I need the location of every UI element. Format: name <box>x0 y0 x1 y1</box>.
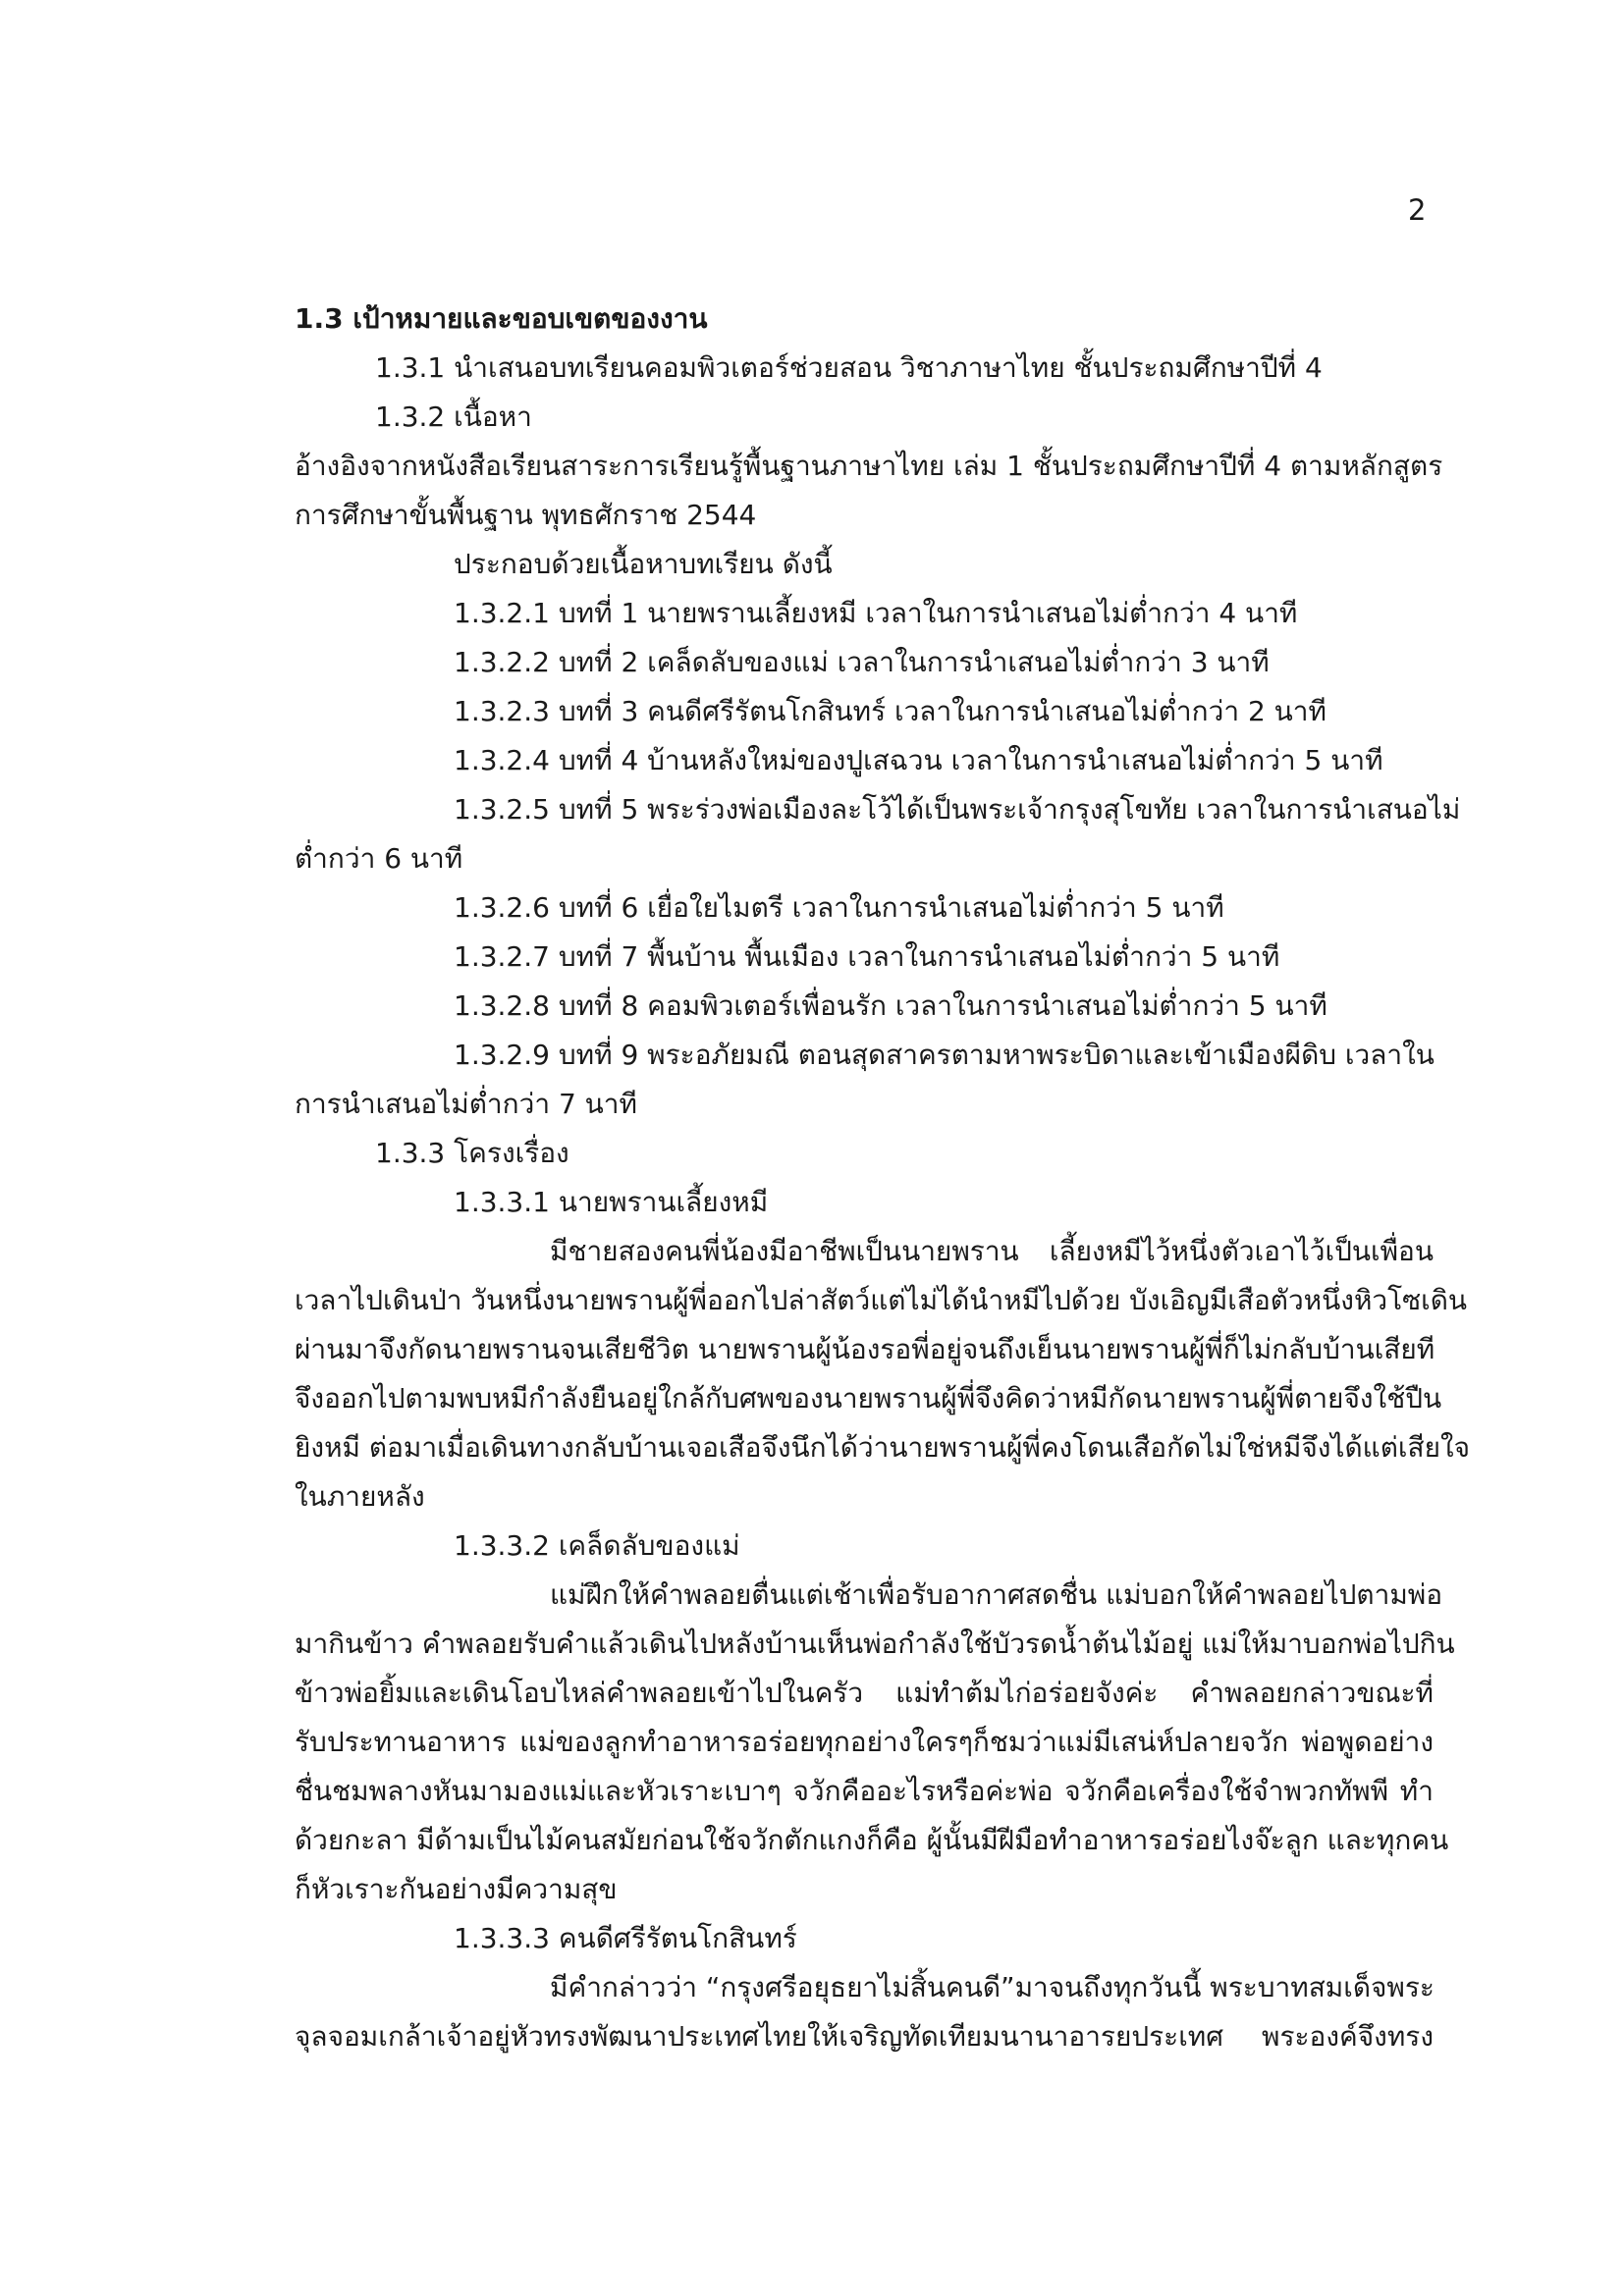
text-line: มากินข้าว คำพลอยรับคำแล้วเดินไปหลังบ้านเห็นพ่อกำลังใช้บัวรดน้ำต้นไม้อยู่ แม่ให้มาบอกพ่อไปกิน <box>295 1628 1455 1660</box>
text-line: 1.3.2.8 บทที่ 8 คอมพิวเตอร์เพื่อนรัก เวลาในการนำเสนอไม่ต่ำกว่า 5 นาที <box>454 989 1327 1022</box>
text-line: ต่ำกว่า 6 นาที <box>295 842 463 875</box>
text-line: 1.3.3.2 เคล็ดลับของแม่ <box>454 1529 740 1562</box>
text-line: รับประทานอาหาร แม่ของลูกทำอาหารอร่อยทุกอย่างใครๆก็ชมว่าแม่มีเสน่ห์ปลายจวัก พ่อพูดอย่าง <box>295 1726 1434 1758</box>
text-line: แม่ฝึกให้คำพลอยตื่นแต่เช้าเพื่อรับอากาศสดชื่น แม่บอกให้คำพลอยไปตามพ่อ <box>550 1578 1443 1611</box>
text-line: ก็หัวเราะกันอย่างมีความสุข <box>295 1873 618 1905</box>
text-line: ยิงหมี ต่อมาเมื่อเดินทางกลับบ้านเจอเสือจึงนึกได้ว่านายพรานผู้พี่คงโดนเสือกัดไม่ใช่หมีจึงได้แต่เสียใจ <box>295 1431 1471 1464</box>
text-line: เวลาไปเดินป่า วันหนึ่งนายพรานผู้พี่ออกไปล่าสัตว์แต่ไม่ได้นำหมีไปด้วย บังเอิญมีเสือตัวหนึ่งหิวโซเดิน <box>295 1284 1468 1316</box>
text-line: 1.3.2.3 บทที่ 3 คนดีศรีรัตนโกสินทร์ เวลาในการนำเสนอไม่ต่ำกว่า 2 นาที <box>454 695 1326 727</box>
text-line: 1.3.3.1 นายพรานเลี้ยงหมี <box>454 1186 769 1218</box>
text-line: มีชายสองคนพี่น้องมีอาชีพเป็นนายพราน เลี้ยงหมีไว้หนึ่งตัวเอาไว้เป็นเพื่อน <box>550 1235 1434 1267</box>
text-line: การศึกษาขั้นพื้นฐาน พุทธศักราช 2544 <box>295 499 757 531</box>
document-body <box>295 294 1471 2061</box>
text-line: 1.3.2.5 บทที่ 5 พระร่วงพ่อเมืองละโว้ได้เป็นพระเจ้ากรุงสุโขทัย เวลาในการนำเสนอไม่ <box>454 793 1461 826</box>
text-line: ในภายหลัง <box>295 1480 425 1513</box>
text-line: 1.3.1 นำเสนอบทเรียนคอมพิวเตอร์ช่วยสอน วิชาภาษาไทย ชั้นประถมศึกษาปีที่ 4 <box>375 351 1323 384</box>
paragraph-lines <box>295 344 1471 2061</box>
text-line: 1.3.2.1 บทที่ 1 นายพรานเลี้ยงหมี เวลาในการนำเสนอไม่ต่ำกว่า 4 นาที <box>454 597 1298 629</box>
text-line: ชื่นชมพลางหันมามองแม่และหัวเราะเบาๆ จวักคืออะไรหรือค่ะพ่อ จวักคือเครื่องใช้จำพวกทัพพี ทำ <box>295 1775 1434 1807</box>
text-line: ข้าวพ่อยิ้มและเดินโอบไหล่คำพลอยเข้าไปในครัว แม่ทำต้มไก่อร่อยจังค่ะ คำพลอยกล่าวขณะที่ <box>295 1677 1434 1709</box>
text-line: จุลจอมเกล้าเจ้าอยู่หัวทรงพัฒนาประเทศไทยให้เจริญทัดเทียมนานาอารยประเทศ พระองค์จึงทรง <box>295 2020 1434 2053</box>
text-line: 1.3.2.7 บทที่ 7 พื้นบ้าน พื้นเมือง เวลาในการนำเสนอไม่ต่ำกว่า 5 นาที <box>454 940 1280 973</box>
text-line: ผ่านมาจึงกัดนายพรานจนเสียชีวิต นายพรานผู้น้องรอพี่อยู่จนถึงเย็นนายพรานผู้พี่ก็ไม่กลับบ้านเสียที <box>295 1333 1435 1365</box>
section-heading: 1.3 เป้าหมายและขอบเขตของงาน <box>295 302 708 335</box>
text-line: 1.3.3 โครงเรื่อง <box>375 1137 569 1169</box>
text-line: 1.3.2 เนื้อหา <box>375 400 532 433</box>
text-line: 1.3.2.4 บทที่ 4 บ้านหลังใหม่ของปูเสฉวน เวลาในการนำเสนอไม่ต่ำกว่า 5 นาที <box>454 744 1383 776</box>
text-line: การนำเสนอไม่ต่ำกว่า 7 นาที <box>295 1088 637 1120</box>
text-line: ด้วยกะลา มีด้ามเป็นไม้คนสมัยก่อนใช้จวักตักแกงก็คือ ผู้นั้นมีฝีมือทำอาหารอร่อยไงจ๊ะลูก และทุกคน <box>295 1824 1449 1856</box>
text-line: มีคำกล่าวว่า “กรุงศรีอยุธยาไม่สิ้นคนดี”มาจนถึงทุกวันนี้ พระบาทสมเด็จพระ <box>550 1971 1435 2003</box>
text-line: จึงออกไปตามพบหมีกำลังยืนอยู่ใกล้กับศพของนายพรานผู้พี่จึงคิดว่าหมีกัดนายพรานผู้พี่ตายจึงใช้ปืน <box>295 1382 1442 1415</box>
page-number: 2 <box>1408 193 1427 227</box>
text-line: อ้างอิงจากหนังสือเรียนสาระการเรียนรู้พื้นฐานภาษาไทย เล่ม 1 ชั้นประถมศึกษาปีที่ 4 ตามหลักสูตร <box>295 450 1443 482</box>
text-line: 1.3.3.3 คนดีศรีรัตนโกสินทร์ <box>454 1922 797 1954</box>
text-line: 1.3.2.2 บทที่ 2 เคล็ดลับของแม่ เวลาในการนำเสนอไม่ต่ำกว่า 3 นาที <box>454 646 1270 678</box>
text-line: 1.3.2.9 บทที่ 9 พระอภัยมณี ตอนสุดสาครตามหาพระบิดาและเข้าเมืองผีดิบ เวลาใน <box>454 1039 1435 1071</box>
text-line: ประกอบด้วยเนื้อหาบทเรียน ดังนี้ <box>454 548 833 580</box>
text-line: 1.3.2.6 บทที่ 6 เยื่อใยไมตรี เวลาในการนำเสนอไม่ต่ำกว่า 5 นาที <box>454 891 1224 924</box>
